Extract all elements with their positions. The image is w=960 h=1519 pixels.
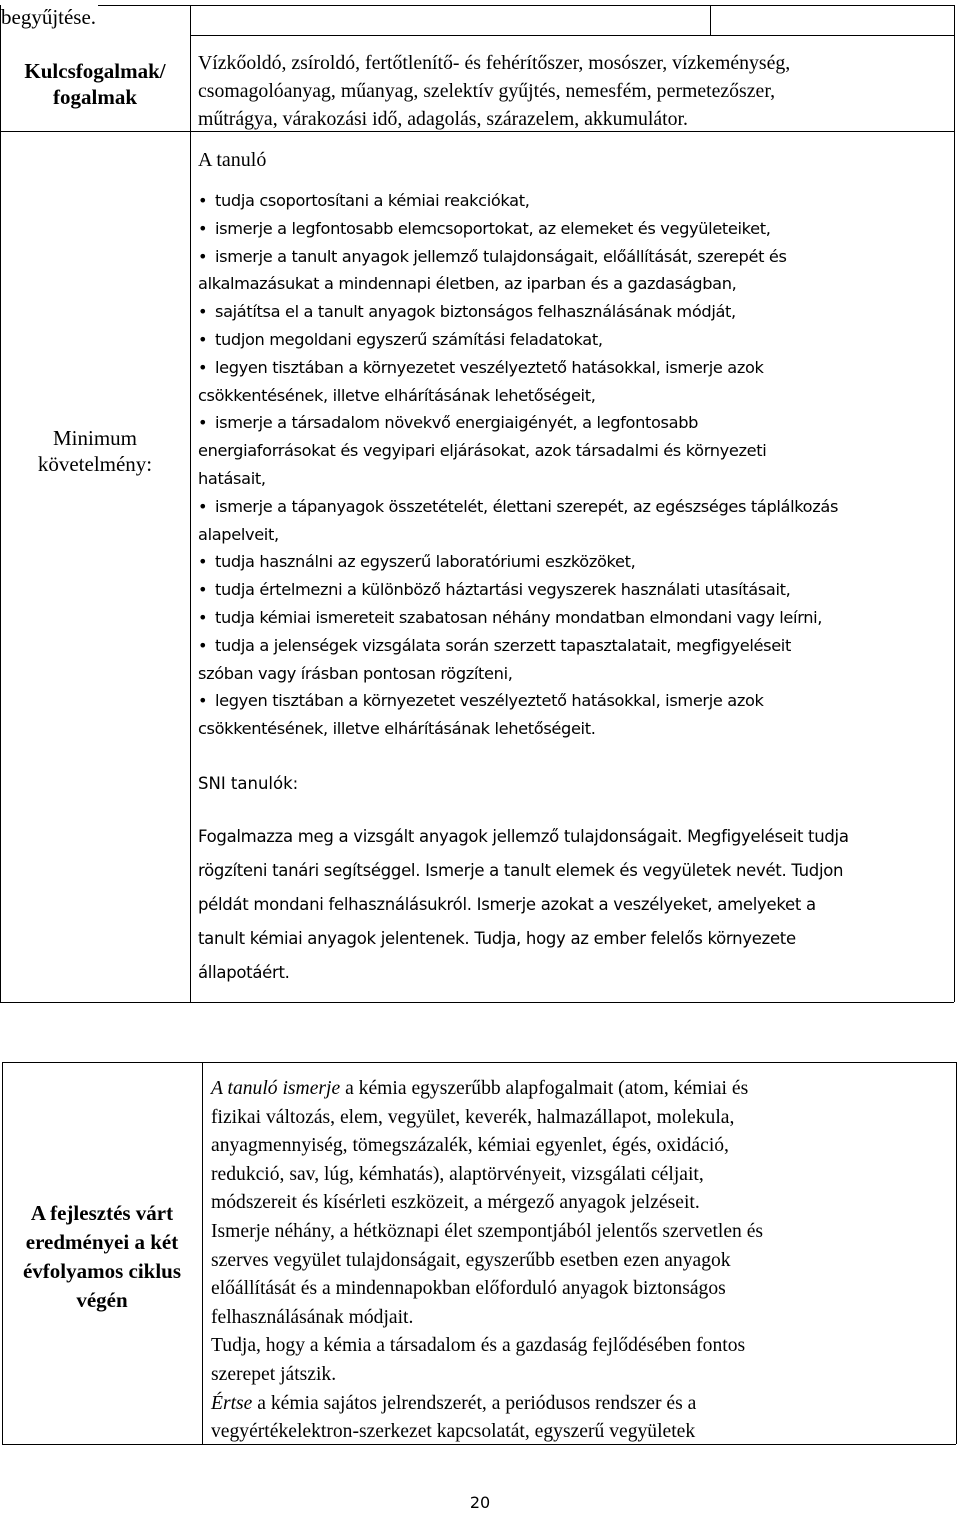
requirement-line [198, 354, 838, 382]
dev-column-divider [202, 1062, 203, 1444]
requirement-line [198, 437, 838, 465]
requirement-text: csökkentésének, illetve elhárításának lehetőségeit, [198, 385, 596, 405]
bullet-icon: • [198, 246, 208, 266]
sni-heading: SNI tanulók: [198, 774, 299, 793]
development-line-emphasis: Értse [211, 1392, 253, 1414]
table-top-border [0, 5, 954, 6]
development-line-text: redukció, sav, lúg, kémhatás), alaptörvényeit, vizsgálati céljait, [211, 1163, 704, 1185]
top-cell-bottom [190, 35, 954, 36]
minimum-label-line: követelmény: [37, 452, 153, 476]
sni-line: Fogalmazza meg a vizsgált anyagok jellemző tulajdonságait. Megfigyeléseit tudja [198, 827, 849, 846]
sni-line: rögzíteni tanári segítséggel. Ismerje a tanult elemek és vegyületek nevét. Tudjon [198, 861, 844, 880]
requirement-line [198, 715, 838, 743]
page-number: 20 [469, 1493, 491, 1512]
development-line-text: a kémia egyszerűbb alapfogalmait (atom, kémiai és [340, 1078, 749, 1099]
sni-line: példát mondani felhasználásukról. Ismerje azokat a veszélyeket, amelyeket a [198, 895, 816, 914]
requirement-text: tudjon megoldani egyszerű számítási feladatokat, [215, 329, 603, 349]
requirement-text: energiaforrásokat és vegyipari eljárásokat, azok társadalmi és környezeti [198, 441, 767, 461]
bullet-icon: • [198, 357, 208, 377]
requirement-text: tudja csoportosítani a kémiai reakciókat, [215, 191, 530, 210]
requirement-line [198, 326, 838, 354]
requirement-line [198, 548, 838, 576]
development-line-text: előállítását és a mindennapokban előforduló anyagok biztonságos [211, 1278, 726, 1300]
requirement-text: szóban vagy írásban pontosan rögzíteni, [198, 663, 513, 683]
requirement-text: csökkentésének, illetve elhárításának lehetőségeit. [198, 719, 596, 739]
development-line-text: vegyértékelektron-szerkezet kapcsolatát, egyszerű vegyületek [211, 1421, 696, 1443]
requirement-text: ismerje a tanult anyagok jellemző tulajdonságait, előállítását, szerepét és [215, 246, 787, 266]
bullet-icon: • [198, 413, 208, 433]
development-line-text: szerves vegyület tulajdonságait, egyszerűbb esetben ezen anyagok [211, 1249, 731, 1271]
bullet-icon: • [198, 635, 208, 655]
development-line [211, 1361, 763, 1390]
development-line [211, 1075, 763, 1104]
table-right-border [954, 5, 955, 1002]
table-bottom-border [0, 1002, 954, 1003]
requirement-text: hatásait, [198, 468, 266, 488]
keywords-line: csomagolóanyag, műanyag, szelektív gyűjtés, nemesfém, permetezőszer, [198, 80, 776, 102]
development-line-text: a kémia sajátos jelrendszerét, a periódusos rendszer és a [252, 1392, 697, 1414]
sni-content [198, 820, 849, 990]
development-line [211, 1390, 763, 1419]
requirement-line [198, 493, 838, 521]
development-line-text: Ismerje néhány, a hétköznapi élet szempontjából jelentős szervetlen és [211, 1220, 764, 1242]
requirement-line [198, 409, 838, 437]
development-label-line: évfolyamos ciklus [22, 1259, 182, 1283]
requirement-text: tudja használni az egyszerű laboratóriumi eszközöket, [215, 552, 636, 572]
bullet-icon: • [198, 552, 208, 572]
requirement-line [198, 382, 838, 410]
development-line-text: módszereit és kísérleti eszközeit, a mérgező anyagok jelzéseit. [211, 1192, 700, 1214]
requirement-line [198, 298, 838, 326]
development-line [211, 1161, 763, 1190]
development-line-emphasis: A tanuló ismerje [211, 1078, 341, 1099]
requirement-line [198, 687, 838, 715]
bullet-icon: • [198, 302, 208, 322]
requirement-text: ismerje a társadalom növekvő energiaigényét, a legfontosabb [215, 413, 699, 433]
dev-table-top-border [2, 1062, 956, 1063]
requirement-text: tudja a jelenségek vizsgálata során szerzett tapasztalatait, megfigyeléseit [215, 635, 791, 655]
requirement-line [198, 270, 838, 298]
requirement-line [198, 187, 838, 215]
keywords-label [0, 58, 190, 110]
table-left-border [0, 5, 1, 1002]
requirement-text: tudja kémiai ismereteit szabatosan néhány mondatban elmondani vagy leírni, [215, 607, 823, 627]
development-line [211, 1189, 763, 1218]
requirement-line [198, 576, 838, 604]
development-line [211, 1132, 763, 1161]
minimum-label [0, 425, 190, 477]
keywords-content [198, 49, 790, 133]
requirement-text: legyen tisztában a környezetet veszélyeztető hatásokkal, ismerje azok [215, 691, 764, 711]
minimum-intro: A tanuló [198, 149, 267, 171]
requirement-text: alkalmazásukat a mindennapi életben, az iparban és a gazdaságban, [198, 274, 737, 294]
requirement-text: ismerje a tápanyagok összetételét, élettani szerepét, az egészséges táplálkozás [215, 496, 839, 516]
sni-line: állapotáért. [198, 963, 290, 982]
development-line [211, 1304, 763, 1333]
bullet-icon: • [198, 691, 208, 711]
requirement-text: alapelveit, [198, 524, 279, 544]
keywords-line: Vízkőoldó, zsíroldó, fertőtlenítő- és fehérítőszer, mosószer, vízkeménység, [198, 52, 791, 74]
requirement-text: sajátítsa el a tanult anyagok biztonságos felhasználásának módját, [215, 302, 736, 322]
minimum-label-line: Minimum [52, 426, 137, 450]
development-line [211, 1247, 763, 1276]
bullet-icon: • [198, 496, 208, 516]
development-line-text: felhasználásának módjait. [211, 1306, 414, 1328]
requirement-text: ismerje a legfontosabb elemcsoportokat, az elemeket és vegyületeiket, [215, 218, 771, 238]
keywords-label-line: Kulcsfogalmak/ [24, 59, 166, 83]
development-label-line: végén [76, 1288, 128, 1312]
development-line [211, 1218, 763, 1247]
development-line [211, 1104, 763, 1133]
requirement-line [198, 215, 838, 243]
keywords-label-line: fogalmak [53, 85, 137, 109]
requirement-text: tudja értelmezni a különböző háztartási vegyszerek használati utasításait, [215, 580, 791, 600]
dev-table-right-border [956, 1062, 957, 1444]
development-line [211, 1418, 763, 1447]
prev-row-fragment: begyűjtése. [1, 5, 97, 29]
development-label-line: A fejlesztés várt [30, 1201, 174, 1225]
requirement-line [198, 604, 838, 632]
development-line-text: fizikai változás, elem, vegyület, keverék, halmazállapot, molekula, [211, 1106, 735, 1128]
requirement-line [198, 632, 838, 660]
development-label [2, 1199, 202, 1315]
requirement-line [198, 243, 838, 271]
column-divider [190, 5, 191, 1002]
bullet-icon: • [198, 607, 208, 627]
bullet-icon: • [198, 191, 208, 210]
bullet-icon: • [198, 580, 208, 600]
bullet-icon: • [198, 218, 208, 238]
sni-line: tanult kémiai anyagok jelentenek. Tudja, hogy az ember felelős környezete [198, 929, 796, 948]
requirement-line [198, 465, 838, 493]
requirement-text: legyen tisztában a környezetet veszélyeztető hatásokkal, ismerje azok [215, 357, 764, 377]
development-line-text: szerepet játszik. [211, 1363, 337, 1385]
development-content [211, 1075, 763, 1447]
development-label-line: eredményei a két [25, 1230, 179, 1254]
top-cell-divider [710, 5, 711, 35]
keywords-line: műtrágya, várakozási idő, adagolás, szárazelem, akkumulátor. [198, 108, 688, 130]
requirements-list [198, 187, 838, 743]
development-line-text: Tudja, hogy a kémia a társadalom és a gazdaság fejlődésében fontos [211, 1335, 746, 1357]
bullet-icon: • [198, 329, 208, 349]
requirement-line [198, 660, 838, 688]
requirement-line [198, 521, 838, 549]
development-line-text: anyagmennyiség, tömegszázalék, kémiai egyenlet, égés, oxidáció, [211, 1135, 729, 1157]
development-line [211, 1275, 763, 1304]
development-line [211, 1332, 763, 1361]
